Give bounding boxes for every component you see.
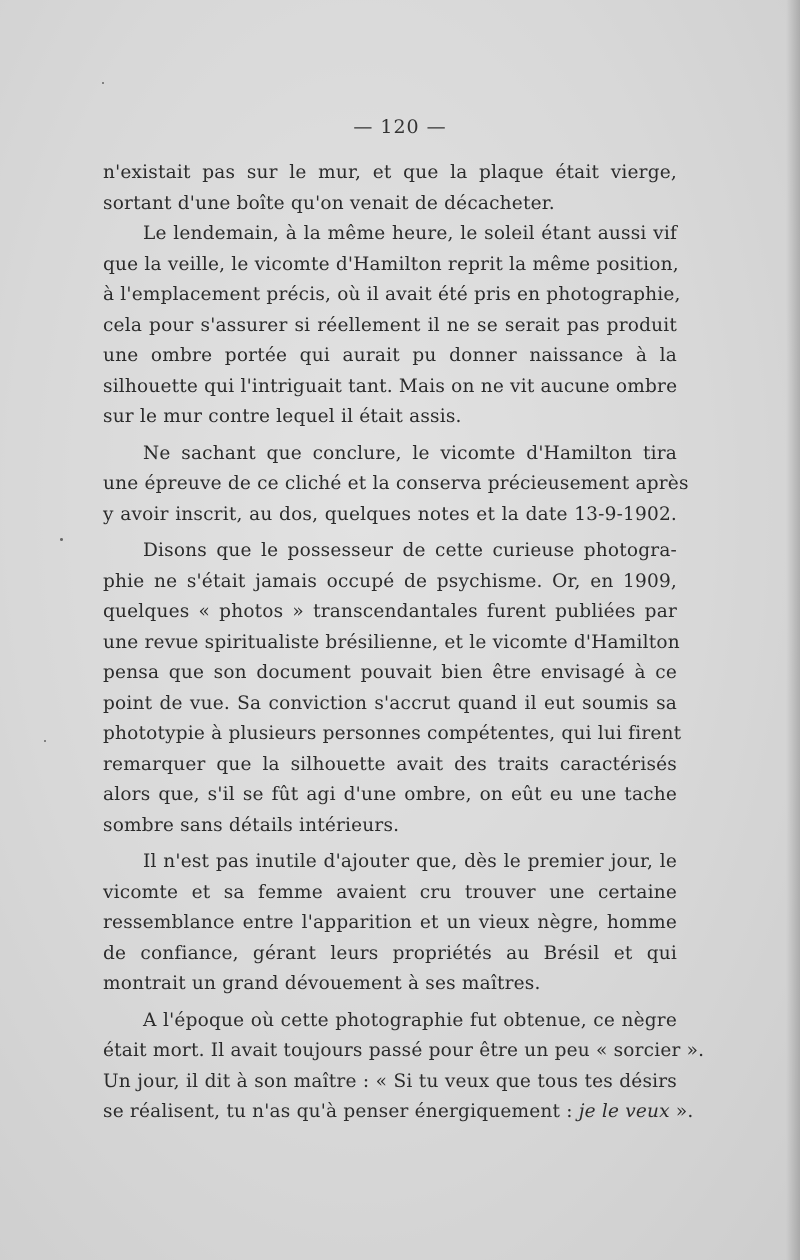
paragraph [103,1006,705,1128]
text-line: Le lendemain, à la même heure, le soleil étant aussi vif [143,223,677,244]
text-line: Un jour, il dit à son maître : « Si tu veux que tous tes désirs [103,1070,677,1092]
text-line: vicomte et sa femme avaient cru trouver une certaine [103,881,677,903]
paper-speck [102,82,104,84]
text-line: phie ne s'était jamais occupé de psychisme. Or, en 1909, [103,570,677,592]
text-line: Il n'est pas inutile d'ajouter que, dès le premier jour, le [143,851,677,872]
text-line: silhouette qui l'intriguait tant. Mais on ne vit aucune ombre [103,375,678,397]
paragraph [103,158,677,219]
paragraph [103,536,682,841]
text-line: y avoir inscrit, au dos, quelques notes et la date 13-9-1902. [103,503,677,525]
text-line: ressemblance entre l'apparition et un vieux nègre, homme [103,912,677,933]
text-line: sombre sans détails intérieurs. [103,814,400,836]
paragraph [103,219,681,433]
paper-speck [44,740,46,742]
text-line: que la veille, le vicomte d'Hamilton reprit la même position, [103,253,679,275]
text-line: sortant d'une boîte qu'on venait de décacheter. [103,192,555,214]
text-line: cela pour s'assurer si réellement il ne se serait pas produit [103,314,677,336]
body-text [103,158,705,1128]
text-line: phototypie à plusieurs personnes compétentes, qui lui firent [103,723,682,744]
paragraph [103,847,677,1000]
paper-speck [60,538,63,541]
text-line: remarquer que la silhouette avait des traits caractérisés [103,753,677,775]
text-line: se réalisent, tu n'as qu'à penser énergiquement : je le veux ». [103,1101,694,1122]
text-line: une ombre portée qui aurait pu donner naissance à la [103,345,677,366]
text-line: pensa que son document pouvait bien être envisagé à ce [103,662,677,683]
text-line: de confiance, gérant leurs propriétés au Brésil et qui [103,942,677,964]
text-line: A l'époque où cette photographie fut obtenue, ce nègre [143,1009,677,1031]
text-line: alors que, s'il se fût agi d'une ombre, on eût eu une tache [103,784,677,805]
text-line: n'existait pas sur le mur, et que la plaque était vierge, [103,162,677,183]
text-line: Ne sachant que conclure, le vicomte d'Hamilton tira [143,442,677,464]
text-line: montrait un grand dévouement à ses maîtres. [103,973,541,994]
text-line: était mort. Il avait toujours passé pour être un peu « sorcier ». [103,1040,705,1061]
text-line: une épreuve de ce cliché et la conserva précieusement après [103,473,689,494]
page-number: — 120 — [353,116,447,138]
text-line: une revue spiritualiste brésilienne, et le vicomte d'Hamilton [103,631,680,653]
text-line: Disons que le possesseur de cette curieuse photogra- [143,540,677,561]
page-edge-shadow [786,0,800,1260]
paragraph [103,439,689,531]
text-line: sur le mur contre lequel il était assis. [103,406,462,427]
text-line: quelques « photos » transcendantales furent publiées par [103,601,677,622]
text-line: point de vue. Sa conviction s'accrut quand il eut soumis sa [103,692,677,714]
text-line: à l'emplacement précis, où il avait été pris en photographie, [103,284,681,305]
